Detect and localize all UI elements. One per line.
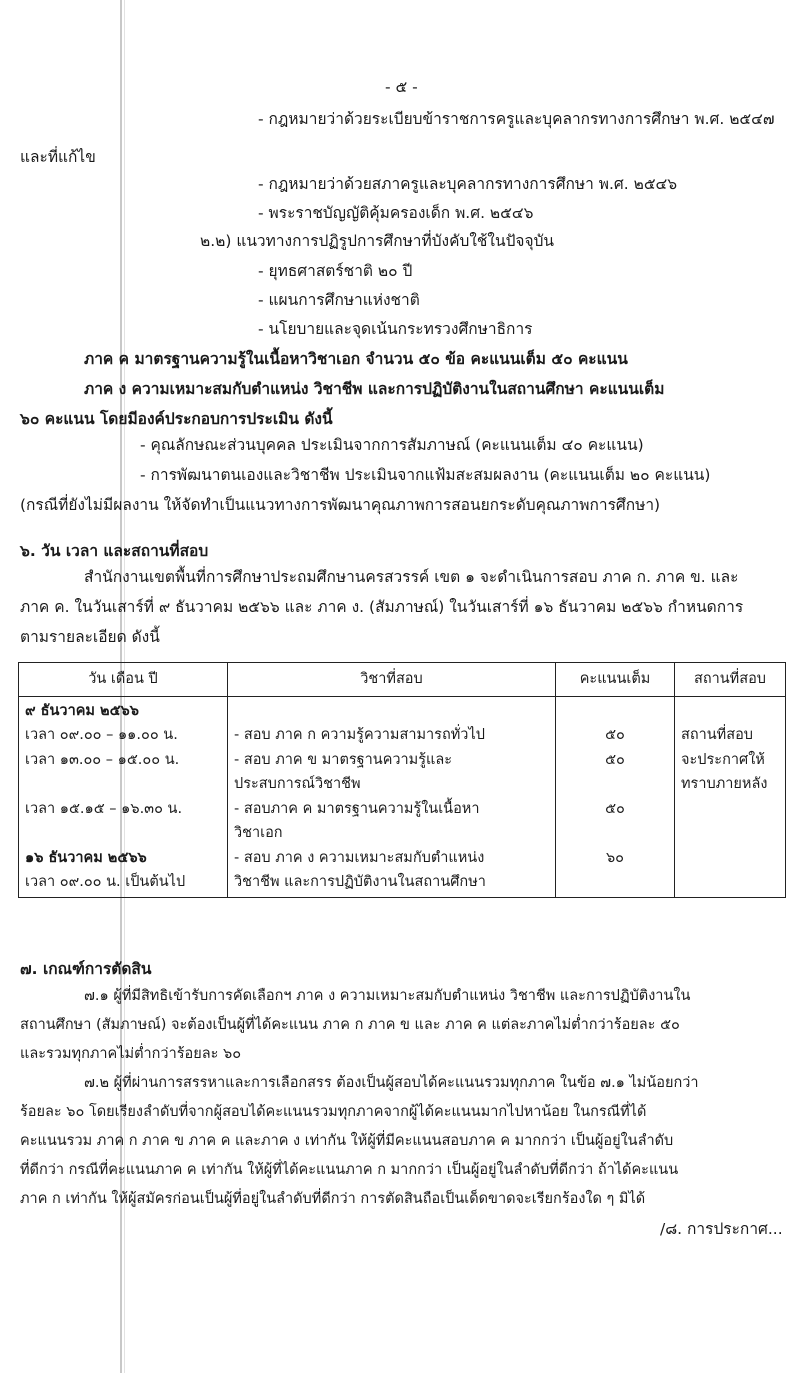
exam-subject: - สอบภาค ค มาตรฐานความรู้ในเนื้อหา: [234, 800, 480, 817]
exam-location: จะประกาศให้: [681, 751, 765, 768]
law-item-1: - กฎหมายว่าด้วยระเบียบข้าราชการครูและบุคลากรทางการศึกษา พ.ศ. ๒๕๔๗: [258, 110, 775, 128]
exam-subject: - สอบ ภาค ข มาตรฐานความรู้และ: [234, 751, 453, 768]
header-subject: วิชาที่สอบ: [228, 663, 556, 697]
part-c-heading: ภาค ค มาตรฐานความรู้ในเนื้อหาวิชาเอก จำนวน ๕๐ ข้อ คะแนนเต็ม ๕๐ คะแนน: [84, 350, 628, 368]
exam-date: ๑๖ ธันวาคม ๒๕๖๖: [25, 849, 147, 866]
exam-score: ๕๐: [605, 751, 625, 768]
section-6-paragraph-line2: ภาค ค. ในวันเสาร์ที่ ๙ ธันวาคม ๒๕๖๖ และ ภาค ง. (สัมภาษณ์) ในวันเสาร์ที่ ๑๖ ธันวาคม ๒๕๖๖ กำหนดการ: [20, 598, 744, 616]
criteria-7-2-line1: ๗.๒ ผู้ที่ผ่านการสรรหาและการเลือกสรร ต้องเป็นผู้สอบได้คะแนนรวมทุกภาค ในข้อ ๗.๑ ไม่น้อยกว่า: [84, 1075, 699, 1091]
exam-subject: - สอบ ภาค ง ความเหมาะสมกับตำแหน่ง: [234, 849, 485, 866]
exam-subject-cont: ประสบการณ์วิชาชีพ: [234, 776, 361, 792]
criteria-7-1-line3: และรวมทุกภาคไม่ต่ำกว่าร้อยละ ๖๐: [20, 1046, 242, 1062]
part-d-heading-line1: ภาค ง ความเหมาะสมกับตำแหน่ง วิชาชีพ และการปฏิบัติงานในสถานศึกษา คะแนนเต็ม: [84, 380, 665, 398]
header-full-score: คะแนนเต็ม: [556, 663, 675, 697]
criteria-7-2-line3: คะแนนรวม ภาค ก ภาค ข ภาค ค และภาค ง เท่ากัน ให้ผู้ที่มีคะแนนสอบภาค ค มากกว่า เป็นผู้อยู่ในลำดับ: [20, 1133, 674, 1149]
criteria-7-1-line2: สถานศึกษา (สัมภาษณ์) จะต้องเป็นผู้ที่ได้คะแนน ภาค ก ภาค ข และ ภาค ค แต่ละภาคไม่ต่ำกว่าร้อยละ ๕๐: [20, 1017, 680, 1033]
score-cell: [556, 696, 675, 897]
part-d-heading-line2: ๖๐ คะแนน โดยมีองค์ประกอบการประเมิน ดังนี้: [20, 410, 333, 428]
exam-time: เวลา ๐๙.๐๐ – ๑๑.๐๐ น.: [25, 727, 178, 743]
table-row: [19, 696, 786, 897]
law-item-2: - กฎหมายว่าด้วยสภาครูและบุคลากรทางการศึกษา พ.ศ. ๒๕๔๖: [258, 175, 678, 193]
section-7-heading: ๗. เกณฑ์การตัดสิน: [20, 960, 152, 978]
date-time-cell: [19, 696, 228, 897]
part-d-note: (กรณีที่ยังไม่มีผลงาน ให้จัดทำเป็นแนวทางการพัฒนาคุณภาพการสอนยกระดับคุณภาพการศึกษา): [20, 496, 661, 514]
criteria-7-2-line5: ภาค ก เท่ากัน ให้ผู้สมัครก่อนเป็นผู้ที่อยู่ในลำดับที่ดีกว่า การตัดสินถือเป็นเด็ดขาดจะเรียกร้องใด ๆ มิได้: [20, 1191, 646, 1207]
reform-item: - ยุทธศาสตร์ชาติ ๒๐ ปี: [258, 262, 413, 280]
subject-cell: [228, 696, 556, 897]
exam-score: ๖๐: [605, 849, 625, 866]
location-cell: [675, 696, 786, 897]
section-6-paragraph-line1: สำนักงานเขตพื้นที่การศึกษาประถมศึกษานครสวรรค์ เขต ๑ จะดำเนินการสอบ ภาค ก. ภาค ข. และ: [84, 568, 739, 586]
continuation-note: /๘. การประกาศ...: [660, 1220, 783, 1238]
exam-location: ทราบภายหลัง: [681, 776, 768, 792]
law-item-1-continuation: และที่แก้ไข: [20, 148, 96, 166]
criteria-7-2-line4: ที่ดีกว่า กรณีที่คะแนนภาค ค เท่ากัน ให้ผู้ที่ได้คะแนนภาค ก มากกว่า เป็นผู้อยู่ในลำดับที่ดีกว่า ถ้าได้คะแนน: [20, 1162, 679, 1178]
exam-location: สถานที่สอบ: [681, 727, 754, 743]
section-6-heading: ๖. วัน เวลา และสถานที่สอบ: [20, 542, 209, 560]
exam-score: ๕๐: [605, 800, 625, 817]
table-header-row: [19, 663, 786, 697]
reform-item: - แผนการศึกษาแห่งชาติ: [258, 291, 420, 309]
reform-item: - นโยบายและจุดเน้นกระทรวงศึกษาธิการ: [258, 320, 533, 338]
exam-time: เวลา ๐๙.๐๐ น. เป็นต้นไป: [25, 874, 186, 890]
exam-time: เวลา ๑๓.๐๐ – ๑๕.๐๐ น.: [25, 751, 180, 768]
part-d-item-1: - คุณลักษณะส่วนบุคคล ประเมินจากการสัมภาษณ์ (คะแนนเต็ม ๔๐ คะแนน): [140, 436, 644, 454]
exam-date: ๙ ธันวาคม ๒๕๖๖: [25, 702, 139, 719]
reform-heading: ๒.๒) แนวทางการปฏิรูปการศึกษาที่บังคับใช้ในปัจจุบัน: [200, 232, 555, 250]
exam-time: เวลา ๑๕.๑๕ – ๑๖.๓๐ น.: [25, 800, 183, 817]
header-location: สถานที่สอบ: [675, 663, 786, 697]
exam-schedule-table: [18, 662, 786, 898]
header-date: วัน เดือน ปี: [19, 663, 228, 697]
section-6-paragraph-line3: ตามรายละเอียด ดังนี้: [20, 628, 160, 646]
law-item-3: - พระราชบัญญัติคุ้มครองเด็ก พ.ศ. ๒๕๔๖: [258, 204, 534, 222]
exam-subject: - สอบ ภาค ก ความรู้ความสามารถทั่วไป: [234, 727, 485, 743]
exam-subject-cont: วิชาชีพ และการปฏิบัติงานในสถานศึกษา: [234, 874, 486, 890]
criteria-7-2-line2: ร้อยละ ๖๐ โดยเรียงลำดับที่จากผู้สอบได้คะแนนรวมทุกภาคจากผู้ได้คะแนนมากไปหาน้อย ในกรณีที่ได้: [20, 1104, 647, 1120]
criteria-7-1-line1: ๗.๑ ผู้ที่มีสิทธิเข้ารับการคัดเลือกฯ ภาค ง ความเหมาะสมกับตำแหน่ง วิชาชีพ และการปฏิบัติงานใน: [84, 988, 691, 1004]
part-d-item-2: - การพัฒนาตนเองและวิชาชีพ ประเมินจากแฟ้มสะสมผลงาน (คะแนนเต็ม ๒๐ คะแนน): [140, 466, 711, 484]
exam-subject-cont: วิชาเอก: [234, 825, 283, 841]
page-number: - ๕ -: [385, 78, 418, 96]
exam-score: ๕๐: [605, 727, 625, 743]
